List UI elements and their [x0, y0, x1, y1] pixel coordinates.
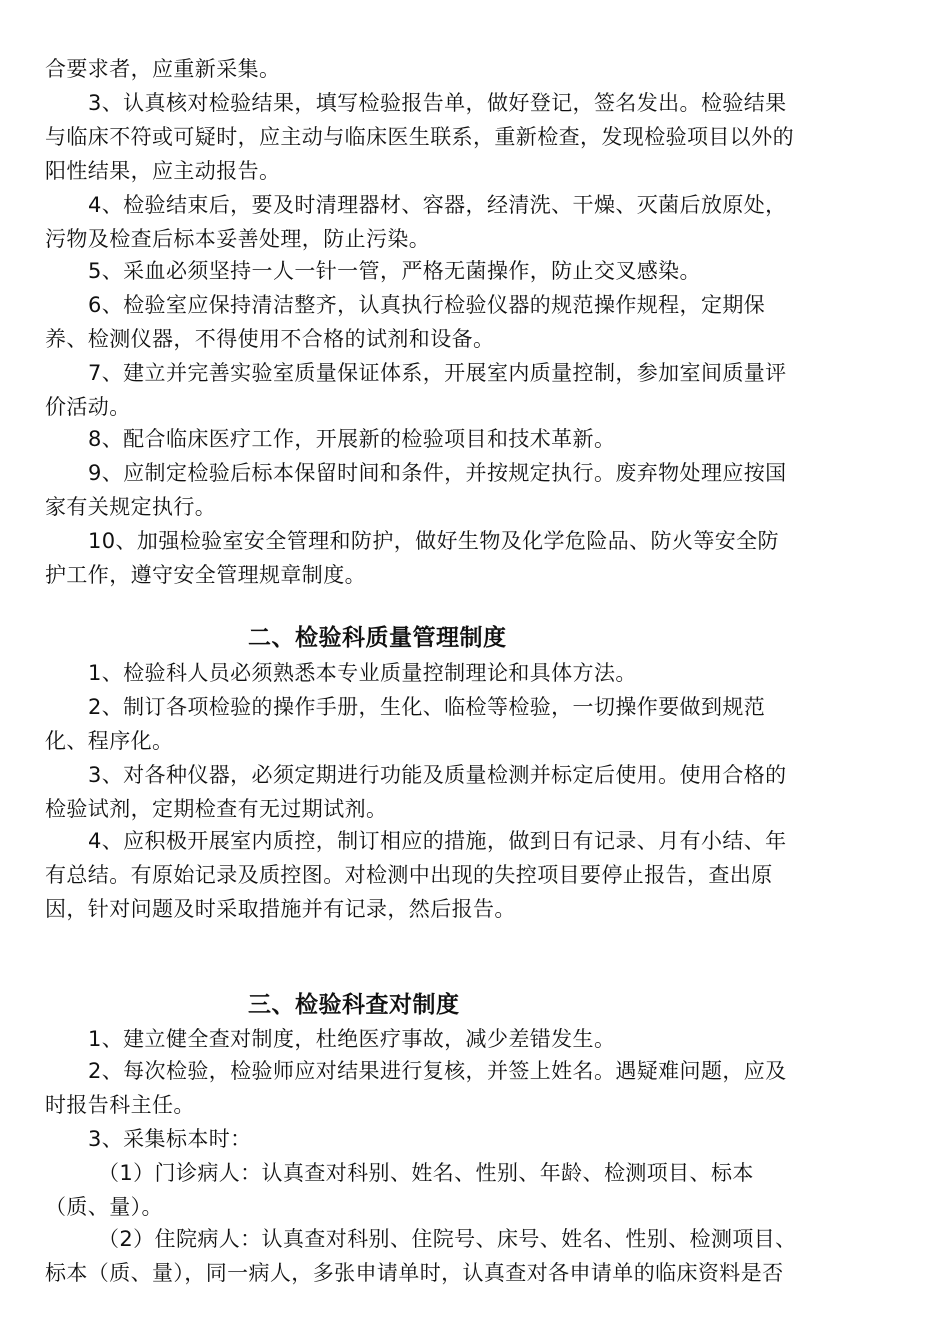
- paragraph-line: 5、采血必须坚持一人一针一管，严格无菌操作，防止交叉感染。: [88, 259, 701, 283]
- paragraph-line: 9、应制定检验后标本保留时间和条件，并按规定执行。废弃物处理应按国: [88, 461, 787, 485]
- paragraph-line: 有总结。有原始记录及质控图。对检测中出现的失控项目要停止报告，查出原: [45, 863, 773, 887]
- section-heading: 二、检验科质量管理制度: [248, 625, 507, 651]
- paragraph-line: 标本（质、量），同一病人，多张申请单时，认真查对各申请单的临床资料是否: [45, 1261, 784, 1285]
- paragraph-line: 8、配合临床医疗工作，开展新的检验项目和技术革新。: [88, 427, 616, 451]
- paragraph-line: 合要求者，应重新采集。: [45, 57, 281, 81]
- paragraph-line: 检验试剂，定期检查有无过期试剂。: [45, 797, 388, 821]
- paragraph-line: 家有关规定执行。: [45, 495, 217, 519]
- paragraph-line: 4、检验结束后，要及时清理器材、容器，经清洗、干燥、灭菌后放原处，: [88, 193, 787, 217]
- paragraph-line: 时报告科主任。: [45, 1093, 195, 1117]
- paragraph-line: （2）住院病人：认真查对科别、住院号、床号、姓名、性别、检测项目、: [98, 1227, 797, 1251]
- paragraph-line: 7、建立并完善实验室质量保证体系，开展室内质量控制，参加室间质量评: [88, 361, 787, 385]
- paragraph-line: 3、认真核对检验结果，填写检验报告单，做好登记，签名发出。检验结果: [88, 91, 787, 115]
- paragraph-line: 1、建立健全查对制度，杜绝医疗事故，减少差错发生。: [88, 1027, 616, 1051]
- paragraph-line: 因，针对问题及时采取措施并有记录，然后报告。: [45, 897, 516, 921]
- paragraph-line: 2、制订各项检验的操作手册，生化、临检等检验，一切操作要做到规范: [88, 695, 766, 719]
- paragraph-line: 1、检验科人员必须熟悉本专业质量控制理论和具体方法。: [88, 661, 637, 685]
- paragraph-line: （1）门诊病人：认真查对科别、姓名、性别、年龄、检测项目、标本: [98, 1161, 754, 1185]
- paragraph-line: 4、应积极开展室内质控，制订相应的措施，做到日有记录、月有小结、年: [88, 829, 787, 853]
- paragraph-line: 养、检测仪器，不得使用不合格的试剂和设备。: [45, 327, 495, 351]
- paragraph-line: 6、检验室应保持清洁整齐，认真执行检验仪器的规范操作规程，定期保: [88, 293, 766, 317]
- paragraph-line: 护工作，遵守安全管理规章制度。: [45, 563, 366, 587]
- paragraph-line: 2、每次检验，检验师应对结果进行复核，并签上姓名。遇疑难问题，应及: [88, 1059, 787, 1083]
- paragraph-line: 与临床不符或可疑时，应主动与临床医生联系，重新检查，发现检验项目以外的: [45, 125, 794, 149]
- paragraph-line: 10、加强检验室安全管理和防护，做好生物及化学危险品、防火等安全防: [88, 529, 779, 553]
- paragraph-line: 化、程序化。: [45, 729, 174, 753]
- paragraph-line: 阳性结果，应主动报告。: [45, 159, 281, 183]
- paragraph-line: 价活动。: [45, 395, 131, 419]
- paragraph-line: 3、采集标本时：: [88, 1127, 252, 1151]
- paragraph-line: 3、对各种仪器，必须定期进行功能及质量检测并标定后使用。使用合格的: [88, 763, 787, 787]
- section-heading: 三、检验科查对制度: [248, 992, 460, 1018]
- paragraph-line: （质、量）。: [45, 1195, 163, 1219]
- paragraph-line: 污物及检查后标本妥善处理，防止污染。: [45, 227, 431, 251]
